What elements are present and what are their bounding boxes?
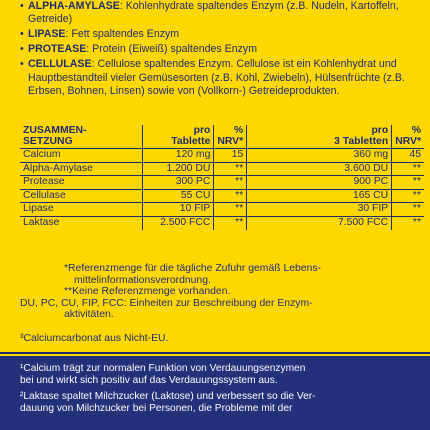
table-row: [20, 149, 424, 163]
row-per-tablet: 120 mg: [142, 149, 213, 163]
composition-table: [20, 125, 424, 230]
row-name: Cellulase: [20, 189, 142, 203]
claim-line-1: ¹Calcium trägt zur normalen Funktion von Verdauungsenzymen: [20, 363, 306, 374]
table-row: [20, 216, 424, 229]
row-nrv-1: **: [214, 189, 247, 203]
bullet-term: PROTEASE: [28, 43, 87, 56]
table-row: [20, 162, 424, 176]
table-header-row: [20, 125, 424, 149]
header-composition: ZUSAMMEN- SETZUNG: [20, 125, 142, 149]
header-per-3-tablets: pro 3 Tabletten: [247, 125, 392, 149]
note-reference-line1: *Referenzmenge für die tägliche Zufuhr gemäß Lebens-: [64, 263, 322, 274]
footnote-calcium-origin: ³Calciumcarbonat aus Nicht-EU.: [20, 333, 169, 344]
bullet-term: ALPHA-AMYLASE: [28, 0, 120, 12]
bullet-text: : Protein (Eiweiß) spaltendes Enzym: [86, 43, 258, 56]
header-per-tablet: pro Tablette: [142, 125, 213, 149]
header-nrv-1: % NRV*: [214, 125, 247, 149]
row-name: Alpha-Amylase: [20, 162, 142, 176]
bullet-text: : Cellulose spaltendes Enzym. Cellulose ist ein Kohlenhydrat und Hauptbestandteil vieler Gemüsesorten (z.B. Kohl, Zwiebeln), Hülsenfrüchte (z.B. Erbsen, Bohnen, Linsen) sowie von (Vollkorn-) Getreideprodukten.: [28, 58, 405, 97]
row-nrv-1: **: [214, 176, 247, 190]
bullet-protease: [20, 43, 426, 56]
table-row: [20, 189, 424, 203]
bullet-marker: •: [20, 28, 24, 41]
row-nrv-3: **: [392, 203, 424, 217]
row-name: Laktase: [20, 216, 142, 229]
row-per-tablet: 2.500 FCC: [142, 216, 213, 229]
divider-line: [0, 352, 430, 354]
table-notes: [20, 263, 424, 321]
bullet-term: CELLULASE: [28, 58, 92, 71]
row-nrv-1: **: [214, 203, 247, 217]
bullet-text: : Kohlenhydrate spaltendes Enzym (z.B. Nudeln, Kartoffeln, Getreide): [28, 0, 399, 26]
row-name: Calcium: [23, 149, 61, 160]
row-nrv-3: **: [392, 216, 424, 229]
claims-panel: [0, 356, 430, 430]
note-units-line1: DU, PC, CU, FIP, FCC: Einheiten zur Beschreibung der Enzym-: [20, 297, 313, 309]
row-per-3: 7.500 FCC: [247, 216, 392, 229]
row-per-3: 360 mg: [247, 149, 392, 163]
row-per-3: 30 FIP: [247, 203, 392, 217]
row-nrv-3: **: [392, 189, 424, 203]
bullet-marker: •: [20, 43, 24, 56]
row-name: Lipase: [20, 203, 142, 217]
bullet-cellulase: [20, 58, 426, 98]
row-nrv-3: **: [392, 176, 424, 190]
row-per-tablet: 55 CU: [142, 189, 213, 203]
bullet-text: : Fett spaltendes Enzym: [65, 28, 180, 41]
note-reference-line2: mittelinformationsverordnung.: [74, 274, 211, 286]
row-per-3: 3.600 DU: [247, 162, 392, 176]
row-per-3: 165 CU: [247, 189, 392, 203]
bullet-alpha-amylase: [20, 0, 426, 27]
table-row: [20, 203, 424, 217]
row-per-tablet: 10 FIP: [142, 203, 213, 217]
note-units-line2: aktivitäten.: [64, 309, 114, 321]
claim-line-3: ²Laktase spaltet Milchzucker (Laktose) und verbessert so die Ver-: [20, 391, 316, 402]
bullet-lipase: [20, 28, 426, 41]
row-per-tablet: 300 PC: [142, 176, 213, 190]
row-nrv-1: **: [214, 162, 247, 176]
bullet-marker: •: [20, 58, 24, 71]
row-nrv-3: **: [392, 162, 424, 176]
row-name: Protease: [20, 176, 142, 190]
bullet-marker: •: [20, 0, 24, 12]
row-per-tablet: 1.200 DU: [142, 162, 213, 176]
bullet-term: LIPASE: [28, 28, 66, 41]
row-nrv-1: 15: [214, 149, 247, 163]
composition-table-wrap: [20, 125, 424, 230]
table-row: [20, 176, 424, 190]
header-nrv-3: % NRV*: [392, 125, 424, 149]
enzyme-bullet-list: [20, 0, 426, 100]
note-no-reference: **Keine Referenzmenge vorhanden.: [64, 286, 231, 298]
row-nrv-1: **: [214, 216, 247, 229]
row-nrv-3: 45: [392, 149, 424, 163]
claim-line-4: dauung von Milchzucker bei Personen, die Probleme mit der: [20, 403, 293, 414]
claim-line-2: bei und wirkt sich positiv auf das Verdauungssystem aus.: [20, 375, 278, 386]
row-per-3: 900 PC: [247, 176, 392, 190]
